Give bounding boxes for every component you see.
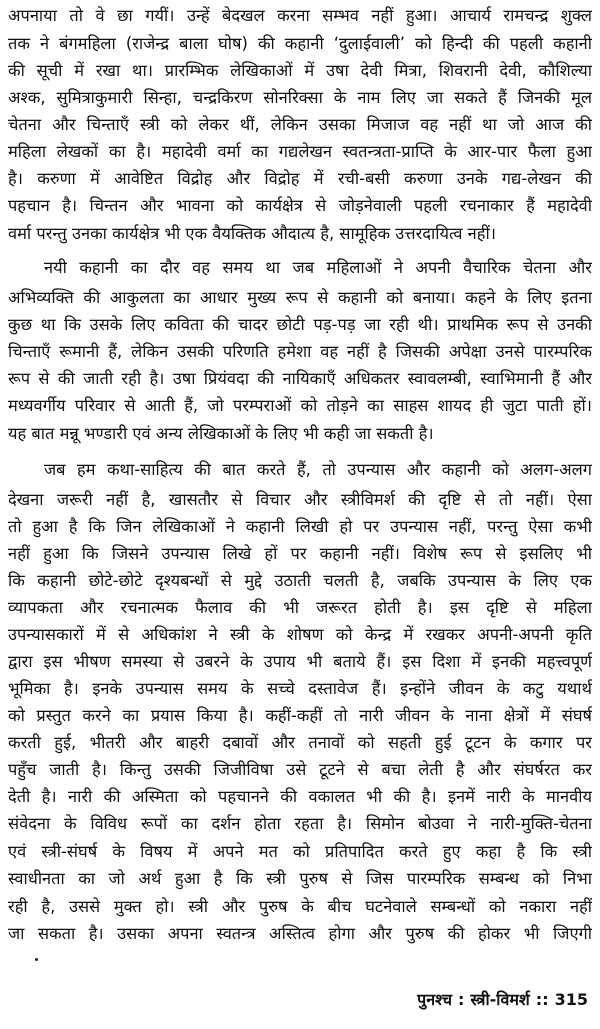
text-line: महिला लेखकों का है। महादेवी वर्मा का गद्यलेखन स्वतन्त्रता-प्राप्ति के आर-पार फैला हुआ xyxy=(8,142,592,161)
text-line: तक ने बंगमहिला (राजेन्द्र बाला घोष) की कहानी ‘दुलाईवाली’ को हिन्दी की पहली कहानी xyxy=(8,34,592,53)
text-line: उपन्यासकारों में से अधिकांश ने स्त्री के शोषण को केन्द्र में रखकर अपनी-अपनी कृति xyxy=(8,625,592,644)
text-line: संवेदना के विविध रूपों का दर्शन होता रहता है। सिमोन बोउवा ने नारी-मुक्ति-चेतना xyxy=(8,814,592,833)
text-line: अभिव्यक्ति की आकुलता का आधार मुख्य रूप से कहानी को बनाया। कहने के लिए इतना xyxy=(8,288,592,307)
text-line: नहीं हुआ कि जिसने उपन्यास लिखे हों पर कहानी नहीं। विशेष रूप से इसलिए भी xyxy=(8,544,592,563)
page-footer xyxy=(411,986,588,1014)
text-line: की सूची में रखा था। प्रारम्भिक लेखिकाओं में उषा देवी मित्रा, शिवरानी देवी, कौशिल्या xyxy=(8,61,592,80)
page-number: 315 xyxy=(554,990,588,1009)
footer-separator-2: :: xyxy=(535,990,549,1009)
text-line: अश्क, सुमित्राकुमारी सिन्हा, चन्द्रकिरण सोनरिक्सा के नाम लिए जा सकते हैं जिनकी मूल xyxy=(8,88,592,107)
text-line: चेतना और चिन्ताएँ स्त्री को लेकर थीं, लेकिन उसका मिजाज वह नहीं था जो आज की xyxy=(8,115,592,134)
text-line: रही है, उससे मुक्त हो। स्त्री और पुरुष के बीच घटनेवाले सम्बन्धों को नकारा नहीं xyxy=(8,897,592,916)
text-line: देती है। नारी की अस्मिता को पहचानने की वकालत भी की है। इनमें नारी के मानवीय xyxy=(8,787,592,806)
text-line: वर्मा परन्तु उनका कार्यक्षेत्र भी एक वैयक्तिक औदात्य है, सामूहिक उत्तरदायित्व नहीं। xyxy=(8,224,496,243)
text-line: कुछ था कि उसके लिए कविता की चादर छोटी पड़-पड़ जा रही थी। प्राथमिक रूप से उनकी xyxy=(8,315,592,334)
text-line: स्वाधीनता का जो अर्थ हुआ है कि स्त्री पुरुष से जिस पारम्परिक सम्बन्ध को निभा xyxy=(8,869,592,888)
footer-book-title: पुनश्च xyxy=(417,990,453,1009)
text-line: को प्रस्तुत करने का प्रयास किया है। कहीं-कहीं तो नारी जीवन के नाना क्षेत्रों में संघर्ष xyxy=(8,706,592,725)
text-line: जा सकता है। उसका अपना स्वतन्त्र अस्तित्व होगा और पुरुष की होकर भी जिएगी xyxy=(8,924,592,943)
footer-separator: : xyxy=(458,990,465,1009)
text-line: पहचान है। चिन्तन और भावना को कार्यक्षेत्र से जोड़नेवाली पहली रचनाकार हैं महादेवी xyxy=(8,196,592,215)
text-line: पहुँच जाती है। किन्तु उसकी जिजीविषा उसे टूटने से बचा लेती है और संघर्षरत कर xyxy=(8,760,592,779)
text-line: अपनाया तो वे छा गयीं। उन्हें बेदखल करना सम्भव नहीं हुआ। आचार्य रामचन्द्र शुक्ल xyxy=(8,6,592,25)
text-line: द्वारा इस भीषण समस्या से उबरने के उपाय भी बताये हैं। इस दिशा में इनकी महत्त्वपूर्ण xyxy=(8,652,592,671)
text-line: तो हुआ है कि जिन लेखिकाओं ने कहानी लिखी हो पर उपन्यास नहीं, परन्तु ऐसा कभी xyxy=(8,517,592,536)
text-line: मध्यवर्गीय परिवार से आती हैं, जो परम्पराओं को तोड़ने का साहस शायद ही जुटा पाती हों। xyxy=(8,396,592,415)
text-line: देखना जरूरी नहीं है, खासतौर से विचार और स्त्रीविमर्श की दृष्टि से तो नहीं। ऐसा xyxy=(8,490,592,509)
text-line: कि कहानी छोटे-छोटे दृश्यबन्धों से मुद्दे उठाती चलती है, जबकि उपन्यास के लिए एक xyxy=(8,571,592,590)
text-line: चिन्ताएँ रूमानी हैं, लेकिन उसकी परिणति हमेशा वह नहीं है जिसकी अपेक्षा उनसे पारम्परिक xyxy=(8,342,592,361)
print-speck xyxy=(35,958,38,961)
text-line: नयी कहानी का दौर वह समय था जब महिलाओं ने अपनी वैचारिक चेतना और xyxy=(44,258,592,277)
text-line: जब हम कथा-साहित्य की बात करते हैं, तो उपन्यास और कहानी को अलग-अलग xyxy=(44,460,592,479)
text-line: रूप से की जाती रही है। उषा प्रियंवदा की नायिकाएँ अधिकतर स्वावलम्बी, स्वाभिमानी हैं और xyxy=(8,369,592,388)
footer-chapter: स्त्री-विमर्श xyxy=(470,990,530,1009)
text-line: व्यापकता और रचनात्मक फैलाव की भी जरूरत होती है। इस दृष्टि से महिला xyxy=(8,598,592,617)
text-line: करती हुई, भीतरी और बाहरी दबावों और तनावों को सहती हुई टूटन के कगार पर xyxy=(8,733,592,752)
text-line: यह बात मन्नू भण्डारी एवं अन्य लेखिकाओं के लिए भी कही जा सकती है। xyxy=(8,424,434,443)
text-line: है। करुणा में आवेष्टित विद्रोह और विद्रोह में रची-बसी करुणा उनके गद्य-लेखन की xyxy=(8,169,592,188)
text-line: भूमिका है। इनके उपन्यास समय के सच्चे दस्तावेज हैं। इन्होंने जीवन के कटु यथार्थ xyxy=(8,679,592,698)
text-line: एवं स्त्री-संघर्ष के विषय में अपने मत को प्रतिपादित करते हुए कहा है कि स्त्री xyxy=(8,842,592,861)
